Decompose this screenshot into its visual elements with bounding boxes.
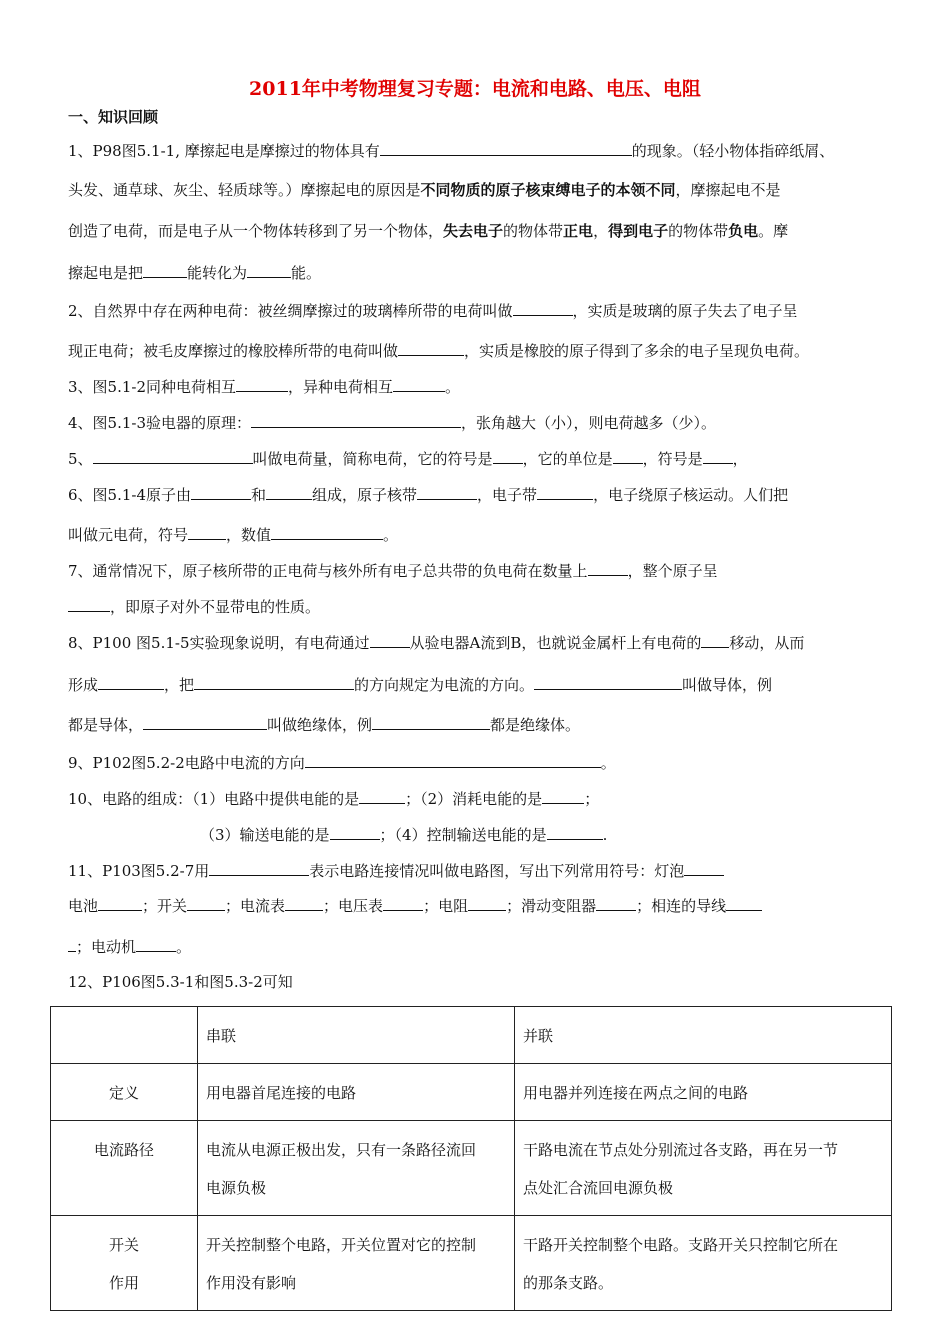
q1-text-f: 创造了电荷，而是电子从一个物体转移到了另一个物体， [68, 222, 444, 240]
section-heading: 一、知识回顾 [68, 108, 159, 126]
q5-blank-2[interactable] [493, 448, 523, 464]
q11-text-i: ；相连的导线 [636, 897, 727, 915]
q5-blank-4[interactable] [703, 448, 733, 464]
q2-line1 [68, 300, 798, 321]
q9-text-b: 。 [600, 754, 616, 772]
cell-line: 点处汇合流回电源负极 [523, 1179, 674, 1197]
q8-blank-3[interactable] [98, 674, 164, 690]
q6-blank-6[interactable] [271, 524, 383, 540]
q11-text-d: ；开关 [142, 897, 188, 915]
q3-blank-1[interactable] [236, 376, 288, 392]
q1-text-q: 能。 [291, 264, 322, 282]
page-title: 2011年中考物理复习专题：电流和电路、电压、电阻 [249, 78, 701, 100]
q8-blank-7[interactable] [372, 714, 490, 730]
q8-text-i: 叫做绝缘体，例 [267, 716, 373, 734]
q8-text-e: ，把 [164, 676, 195, 694]
q1-text-b: 的现象。（轻小物体指碎纸屑、 [631, 142, 835, 160]
q1-text-n: 。摩 [758, 222, 789, 240]
q8-text-j: 都是绝缘体。 [490, 716, 581, 734]
q1-blank-1[interactable] [380, 140, 632, 156]
q3-line [68, 376, 460, 397]
row-label [51, 1216, 198, 1311]
q7-text-a: 7、通常情况下，原子核所带的正电荷与核外所有电子总共带的负电荷在数量上 [68, 562, 588, 580]
q2-text-c: 现正电荷；被毛皮摩擦过的橡胶棒所带的电荷叫做 [68, 342, 399, 360]
q5-text-c: ，它的单位是 [522, 450, 613, 468]
q8-blank-1[interactable] [370, 632, 410, 648]
q5-line [68, 448, 748, 469]
q6-text-e: ，电子绕原子核运动。人们把 [593, 486, 789, 504]
q11-blank-resistor[interactable] [468, 895, 506, 911]
table-cell: 用电器并列连接在两点之间的电路 [515, 1064, 892, 1121]
q1-text-l: 的物体带 [668, 222, 729, 240]
q7-text-c: ，即原子对外不显带电的性质。 [110, 598, 321, 616]
q8-line3 [68, 714, 580, 735]
q5-text-e: ， [732, 450, 748, 468]
row-label: 电流路径 [51, 1121, 198, 1216]
q6-blank-1[interactable] [191, 484, 251, 500]
q9-text-a: 9、P102图5.2-2电路中电流的方向 [68, 754, 305, 772]
row-label: 定义 [51, 1064, 198, 1121]
cell-line: 干路电流在节点处分别流过各支路，再在另一节 [523, 1141, 839, 1159]
q1-text-e: ，摩擦起电不是 [675, 181, 781, 199]
q6-text-f: 叫做元电荷，符号 [68, 526, 189, 544]
q1-emphasis-gain: 得到电子 [608, 222, 669, 240]
q3-text-a: 3、图5.1-2同种电荷相互 [68, 378, 237, 396]
q1-line1 [68, 140, 834, 161]
q1-emphasis-cause: 不同物质的原子核束缚电子的本领不同 [420, 181, 676, 199]
table-row [51, 1216, 892, 1311]
q11-blank-rheostat[interactable] [596, 895, 636, 911]
q11-text-j: ；电动机 [76, 938, 137, 956]
q6-text-h: 。 [383, 526, 399, 544]
q6-line1 [68, 484, 788, 505]
q8-line2 [68, 674, 772, 695]
q11-text-h: ；滑动变阻器 [506, 897, 597, 915]
table-row [51, 1064, 892, 1121]
q2-blank-2[interactable] [398, 340, 464, 356]
table-cell [198, 1216, 515, 1311]
q1-emphasis-lose: 失去电子 [443, 222, 504, 240]
q1-text-a: 1、P98图5.1-1, 摩擦起电是摩擦过的物体具有 [68, 142, 380, 160]
q11-blank-wire[interactable] [726, 895, 762, 911]
q11-text-f: ；电压表 [323, 897, 384, 915]
q10-blank-3[interactable] [330, 824, 380, 840]
q6-blank-2[interactable] [266, 484, 312, 500]
q11-blank-switch[interactable] [187, 895, 225, 911]
q2-line2 [68, 340, 809, 361]
row-label-line: 开关 [108, 1236, 139, 1254]
q10-text-a: 10、电路的组成：（1）电路中提供电能的是 [68, 790, 360, 808]
q11-blank-ammeter[interactable] [285, 895, 323, 911]
q1-text-h: 的物体带 [503, 222, 564, 240]
q6-text-d: ，电子带 [477, 486, 538, 504]
q7-line2 [68, 596, 320, 617]
cell-line: 的那条支路。 [523, 1274, 614, 1292]
table-header-cell [51, 1007, 198, 1064]
q1-text-o: 擦起电是把 [68, 264, 144, 282]
cell-line: 干路开关控制整个电路。支路开关只控制它所在 [523, 1236, 839, 1254]
q10-text-d: （3）输送电能的是 [200, 826, 330, 844]
q8-text-g: 叫做导体，例 [682, 676, 773, 694]
q8-text-b: 从验电器A流到B，也就说金属杆上有电荷的 [409, 634, 702, 652]
q8-blank-5[interactable] [534, 674, 682, 690]
q10-blank-2[interactable] [542, 788, 584, 804]
q11-blank-lamp[interactable] [684, 860, 724, 876]
q8-text-c: 移动，从而 [729, 634, 805, 652]
table-row [51, 1121, 892, 1216]
q10-text-b: ；（2）消耗电能的是 [405, 790, 543, 808]
q11-blank-battery[interactable] [98, 895, 142, 911]
q6-text-g: ，数值 [226, 526, 272, 544]
q8-text-d: 形成 [68, 676, 99, 694]
q11-blank-1[interactable] [209, 860, 309, 876]
q5-text-d: ，符号是 [642, 450, 703, 468]
q10-blank-1[interactable] [359, 788, 405, 804]
table-cell: 用电器首尾连接的电路 [198, 1064, 515, 1121]
q1-text-c: 头发、通草球、灰尘、轻质球等。）摩擦起电的原因是 [68, 181, 421, 199]
q3-blank-2[interactable] [393, 376, 445, 392]
q11-blank-wire-cont[interactable] [68, 936, 76, 952]
q11-blank-voltmeter[interactable] [383, 895, 423, 911]
cell-line: 电流从电源正极出发，只有一条路径流回 [206, 1141, 477, 1159]
q10-blank-4[interactable] [547, 824, 603, 840]
q3-text-b: ，异种电荷相互 [288, 378, 394, 396]
q1-line2 [68, 180, 781, 200]
q11-text-e: ；电流表 [225, 897, 286, 915]
table-header-cell: 并联 [515, 1007, 892, 1064]
q4-blank[interactable] [251, 412, 461, 428]
q1-text-j: ， [593, 222, 609, 240]
q4-text-b: ，张角越大（小），则电荷越多（少）。 [461, 414, 717, 432]
cell-line: 作用没有影响 [206, 1274, 297, 1292]
q6-line2 [68, 524, 398, 545]
q8-text-a: 8、P100 图5.1-5实验现象说明，有电荷通过 [68, 634, 370, 652]
q1-emphasis-negative: 负电 [728, 222, 759, 240]
q11-text-c: 电池 [68, 897, 99, 915]
q11-blank-motor[interactable] [136, 936, 176, 952]
q8-blank-4[interactable] [194, 674, 354, 690]
q8-line1 [68, 632, 804, 653]
q4-text-a: 4、图5.1-3验电器的原理： [68, 414, 252, 432]
q6-text-a: 6、图5.1-4原子由 [68, 486, 192, 504]
q6-blank-3[interactable] [417, 484, 477, 500]
q4-line [68, 412, 716, 433]
q6-blank-5[interactable] [188, 524, 226, 540]
table-header-row [51, 1007, 892, 1064]
table-header-cell: 串联 [198, 1007, 515, 1064]
q8-text-f: 的方向规定为电流的方向。 [354, 676, 535, 694]
q1-line4 [68, 262, 321, 283]
q7-blank-2[interactable] [68, 596, 110, 612]
q11-line1 [68, 860, 724, 881]
q10-line2 [200, 824, 607, 845]
q9-blank[interactable] [305, 752, 601, 768]
q2-text-d: ，实质是橡胶的原子得到了多余的电子呈现负电荷。 [464, 342, 810, 360]
q8-blank-6[interactable] [143, 714, 267, 730]
q5-text-b: 叫做电荷量，简称电荷，它的符号是 [252, 450, 493, 468]
series-parallel-table [50, 1006, 892, 1311]
q7-text-b: ，整个原子呈 [627, 562, 718, 580]
q11-text-k: 。 [176, 938, 192, 956]
q5-blank-1[interactable] [93, 448, 253, 464]
cell-line: 电源负极 [206, 1179, 267, 1197]
q10-line1 [68, 788, 599, 809]
q11-text-b: 表示电路连接情况叫做电路图，写出下列常用符号：灯泡 [309, 862, 685, 880]
q8-blank-2[interactable] [701, 632, 729, 648]
q2-blank-1[interactable] [513, 300, 573, 316]
table-cell [515, 1121, 892, 1216]
q6-blank-4[interactable] [537, 484, 593, 500]
q7-line1 [68, 560, 718, 581]
q6-text-b: 和 [251, 486, 267, 504]
q11-line3 [68, 936, 191, 957]
table-cell [198, 1121, 515, 1216]
q7-blank-1[interactable] [588, 560, 628, 576]
cell-line: 开关控制整个电路，开关位置对它的控制 [206, 1236, 477, 1254]
q5-text-a: 5、 [68, 450, 93, 468]
q1-text-p: 能转化为 [187, 264, 248, 282]
q3-text-c: 。 [445, 378, 461, 396]
q10-text-f: . [602, 826, 608, 844]
q8-text-h: 都是导体， [68, 716, 144, 734]
q10-text-e: ；（4）控制输送电能的是 [379, 826, 547, 844]
q11-line2 [68, 895, 762, 916]
q9-line [68, 752, 616, 773]
q6-text-c: 组成，原子核带 [312, 486, 418, 504]
q2-text-b: ，实质是玻璃的原子失去了电子呈 [572, 302, 798, 320]
q1-line3 [68, 221, 788, 241]
q1-emphasis-positive: 正电 [563, 222, 594, 240]
q11-text-g: ；电阻 [423, 897, 469, 915]
q1-blank-2[interactable] [143, 262, 187, 278]
q11-text-a: 11、P103图5.2-7用 [68, 862, 210, 880]
q2-text-a: 2、自然界中存在两种电荷：被丝绸摩擦过的玻璃棒所带的电荷叫做 [68, 302, 513, 320]
q10-text-c: ； [584, 790, 600, 808]
table-cell [515, 1216, 892, 1311]
row-label-line: 作用 [108, 1274, 139, 1292]
q12-line: 12、P106图5.3-1和图5.3-2可知 [68, 973, 293, 991]
q5-blank-3[interactable] [613, 448, 643, 464]
q1-blank-3[interactable] [247, 262, 291, 278]
